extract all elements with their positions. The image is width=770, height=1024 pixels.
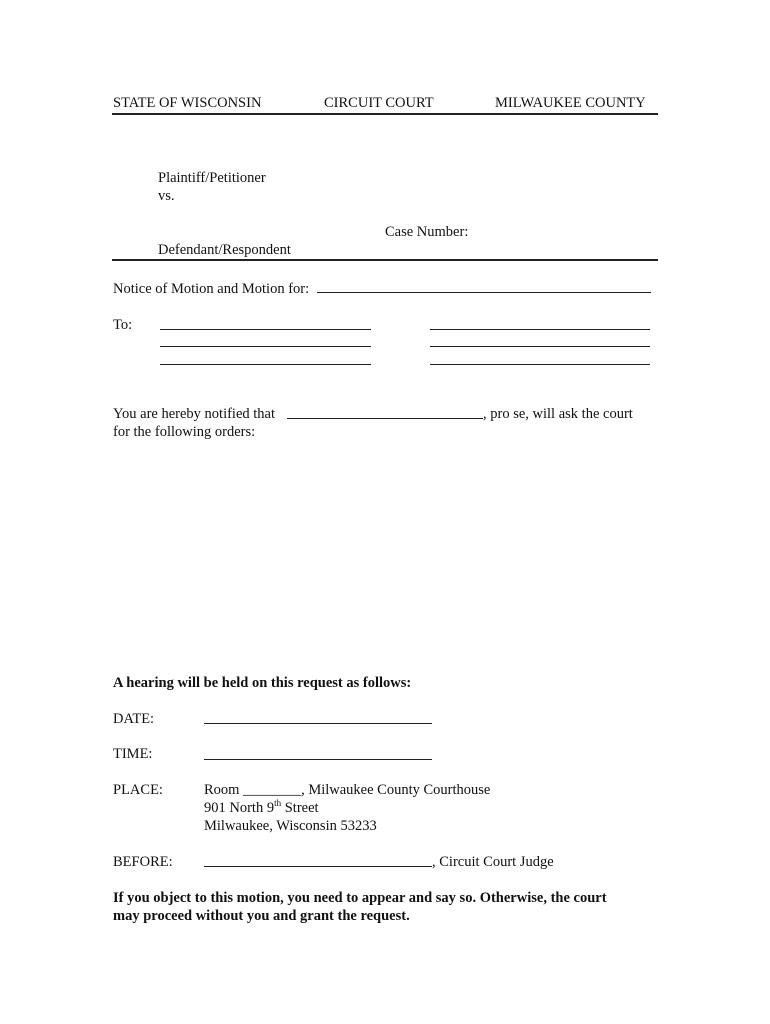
header-rule xyxy=(112,113,658,115)
before-label: BEFORE: xyxy=(113,854,173,870)
state-label: STATE OF WISCONSIN xyxy=(113,95,262,111)
vs-label: vs. xyxy=(158,188,175,204)
room-line: Room ________, Milwaukee County Courthouse xyxy=(204,782,491,798)
motion-for-blank[interactable] xyxy=(317,292,651,293)
warning-line-1: If you object to this motion, you need to appear and say so. Otherwise, the court xyxy=(113,890,607,906)
place-label: PLACE: xyxy=(113,782,163,798)
date-label: DATE: xyxy=(113,711,155,727)
notified-tail-text: , pro se, will ask the court xyxy=(483,406,633,422)
to-left-blank-1[interactable] xyxy=(160,329,371,330)
time-label: TIME: xyxy=(113,746,153,762)
time-blank[interactable] xyxy=(204,759,432,760)
county-label: MILWAUKEE COUNTY xyxy=(495,95,646,111)
street-prefix: 901 North 9 xyxy=(204,800,275,816)
court-label: CIRCUIT COURT xyxy=(324,95,434,111)
judge-suffix: , Circuit Court Judge xyxy=(432,854,554,870)
following-orders-text: for the following orders: xyxy=(113,424,256,440)
to-left-blank-2[interactable] xyxy=(160,346,371,347)
date-blank[interactable] xyxy=(204,723,432,724)
to-right-blank-1[interactable] xyxy=(430,329,650,330)
notice-of-motion-label: Notice of Motion and Motion for: xyxy=(113,281,310,297)
to-right-blank-3[interactable] xyxy=(430,364,650,365)
judge-blank[interactable] xyxy=(204,866,432,867)
plaintiff-label: Plaintiff/Petitioner xyxy=(158,170,266,186)
defendant-label: Defendant/Respondent xyxy=(158,242,291,258)
hearing-heading: A hearing will be held on this request as follows: xyxy=(113,675,412,691)
warning-line-2: may proceed without you and grant the request. xyxy=(113,908,410,924)
caption-rule xyxy=(112,259,658,261)
street-ordinal: th xyxy=(274,798,282,809)
street-line xyxy=(204,798,319,816)
case-number-label: Case Number: xyxy=(385,224,469,240)
party-name-blank[interactable] xyxy=(287,418,483,419)
to-label: To: xyxy=(113,317,133,333)
notified-lead-text: You are hereby notified that xyxy=(113,406,276,422)
street-suffix: Street xyxy=(281,800,319,816)
to-left-blank-3[interactable] xyxy=(160,364,371,365)
city-line: Milwaukee, Wisconsin 53233 xyxy=(204,818,377,834)
to-right-blank-2[interactable] xyxy=(430,346,650,347)
